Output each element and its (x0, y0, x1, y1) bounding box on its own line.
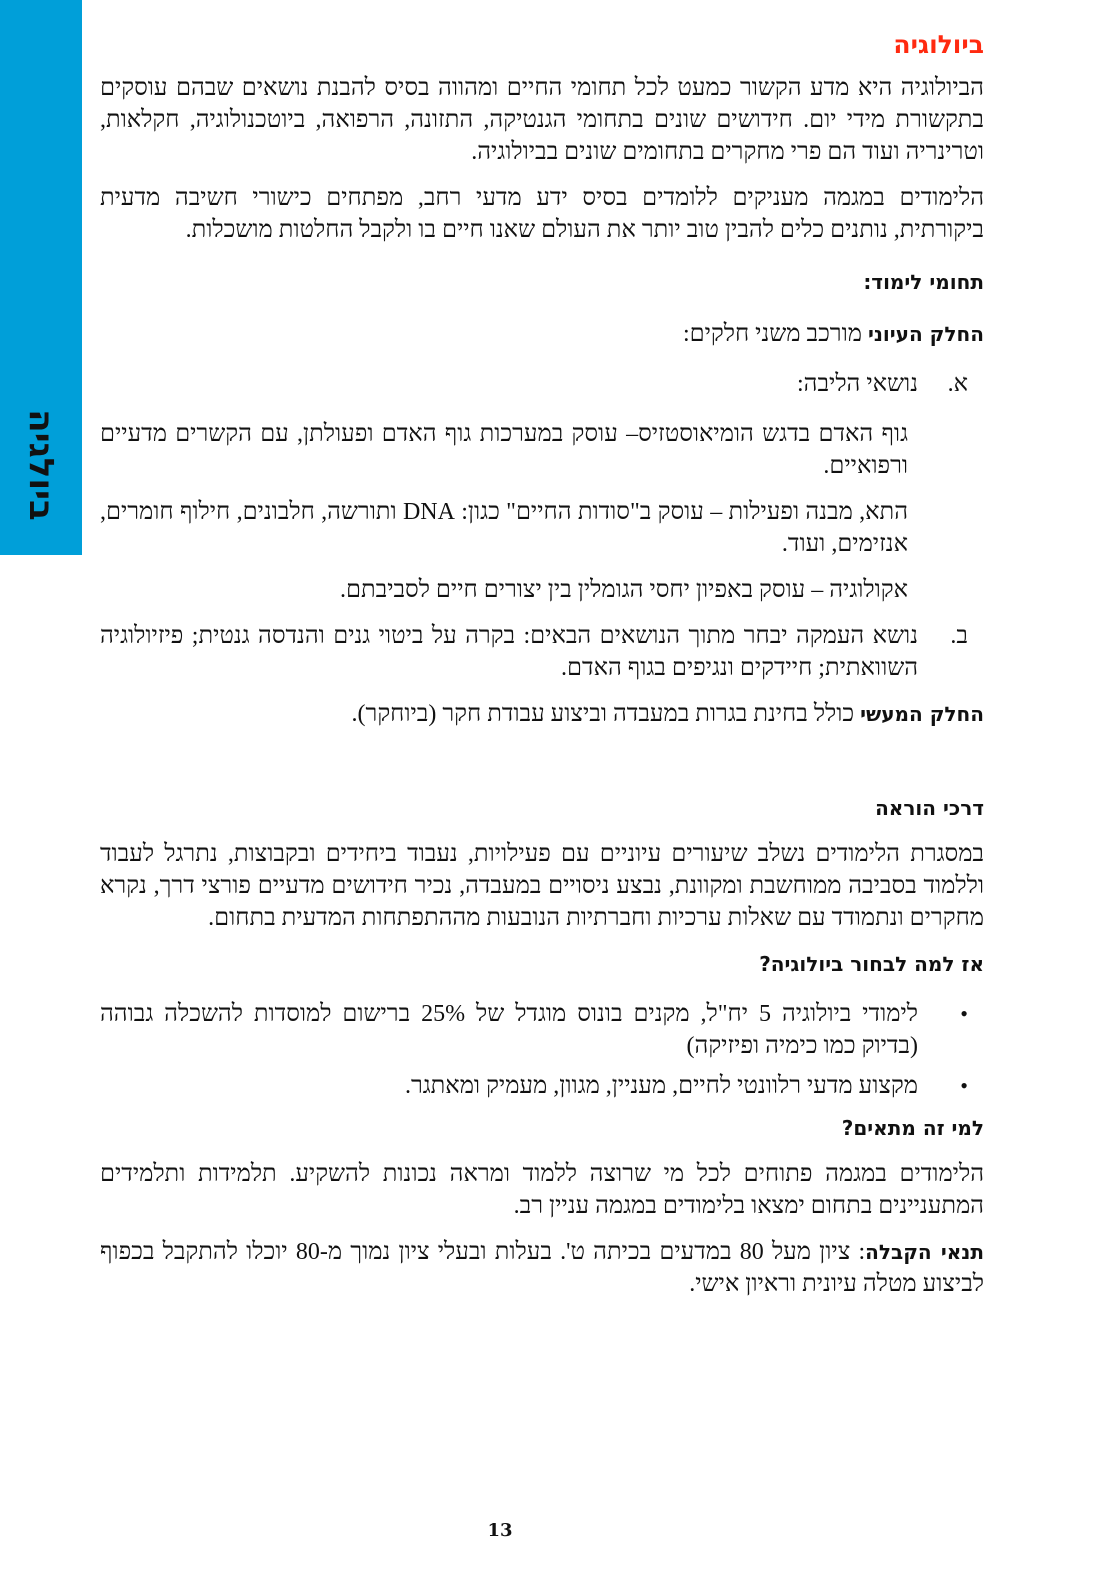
core-topic-2: התא, מבנה ופעילות – עוסק ב"סודות החיים" כגון: DNA ותורשה, חלבונים, חילוף חומרים, אנזימים, ועוד. (100, 499, 909, 557)
part-b (100, 620, 984, 684)
part-b-text: נושא העמקה יבחר מתוך הנושאים הבאים: בקרה על ביטוי גנים והנדסה גנטית; פיזיולוגיה השוואתית; חיידקים ונגיפים בגוף האדם. (100, 623, 918, 681)
who-heading: למי זה מתאים? (841, 1116, 984, 1140)
part-a-label: נושאי הליבה: (797, 371, 918, 397)
practical-rest: כולל בחינת בגרות במעבדה וביצוע עבודת חקר (ביוחקר). (351, 701, 861, 727)
who-paragraph: הלימודים במגמה פתוחים לכל מי שרוצה ללמוד ומראה נכונות להשקיע. תלמידות ותלמידים המתעניינים בתחום ימצאו בלימודים במגמה עניין רב. (100, 1161, 984, 1219)
page-content (100, 22, 984, 1300)
page-title: ביולוגיה (893, 30, 984, 59)
teaching-paragraph: במסגרת הלימודים נשלב שיעורים עיוניים עם פעילויות, נעבוד ביחידים ובקבוצות, נתרגל לעבוד וללמוד בסביבה ממוחשבת ומקוונת, נבצע ניסויים במעבדה, נכיר חידושים מדעיים פורצי דרך, נקרא מחקרים ונתמודד עם שאלות ערכיות וחברתיות הנובעות מההתפתחות המדעית בתחום. (100, 841, 984, 931)
page-number: 13 (487, 1520, 513, 1541)
admission-rest: : ציון מעל 80 במדעים בכיתה ט'. בעלות ובעלי ציון נמוך מ-80 יוכלו להתקבל בכפוף לביצוע מטלה עיונית וראיון אישי. (100, 1239, 984, 1297)
part-a-marker: א. (947, 371, 968, 397)
side-tab-label (6, 410, 76, 520)
core-topic-1: גוף האדם בדגש הומיאוסטזיס– עוסק במערכות גוף האדם ופעולתן, עם הקשרים מדעיים ורפואיים. (100, 421, 908, 479)
intro-paragraph-1: הביולוגיה היא מדע הקשור כמעט לכל תחומי החיים ומהווה בסיס להבנת נושאים שבהם עוסקים בתקשורת מידי יום. חידושים שונים בתחומי הגנטיקה, התזונה, הרפואה, ביוטכנולוגיה, חקלאות, וטרינריה ועוד הם פרי מחקרים בתחומים שונים בביולוגיה. (100, 75, 984, 165)
side-tab (0, 0, 82, 555)
why-heading: אז למה לבחור ביולוגיה? (759, 952, 984, 976)
theory-bold: החלק העיוני (867, 322, 984, 346)
why-bullet-1-text: לימודי ביולוגיה 5 יח"ל, מקנים בונוס מוגדל של 25% ברישום למוסדות להשכלה גבוהה (בדיוק כמו כימיה ופיזיקה) (100, 1001, 918, 1059)
bullet-icon: • (960, 1073, 968, 1098)
admission-bold: תנאי הקבלה (865, 1240, 985, 1264)
fields-heading: תחומי לימוד: (863, 270, 984, 294)
bullet-icon: • (960, 1001, 968, 1026)
admission-line (100, 1236, 984, 1300)
theory-rest: מורכב משני חלקים: (682, 321, 868, 347)
part-b-marker: ב. (950, 623, 968, 649)
why-bullet-2-text: מקצוע מדעי רלוונטי לחיים, מעניין, מגוון, מעמיק ומאתגר. (404, 1073, 918, 1099)
practical-line (100, 698, 984, 730)
core-topic-3: אקולוגיה – עוסק באפיון יחסי הגומלין בין יצורים חיים לסביבתם. (340, 577, 908, 603)
theory-line (100, 318, 984, 350)
practical-bold: החלק המעשי (860, 702, 984, 726)
why-bullet-1 (100, 998, 984, 1062)
side-tab-text: ביולגיה (21, 409, 62, 521)
intro-paragraph-2: הלימודים במגמה מעניקים ללומדים בסיס ידע מדעי רחב, מפתחים כישורי חשיבה מדעית ביקורתית, נותנים כלים להבין טוב יותר את העולם שאנו חיים בו ולקבל החלטות מושכלות. (100, 185, 984, 243)
part-a (100, 368, 984, 400)
why-bullet-2 (100, 1070, 984, 1102)
teaching-heading: דרכי הוראה (875, 796, 984, 820)
